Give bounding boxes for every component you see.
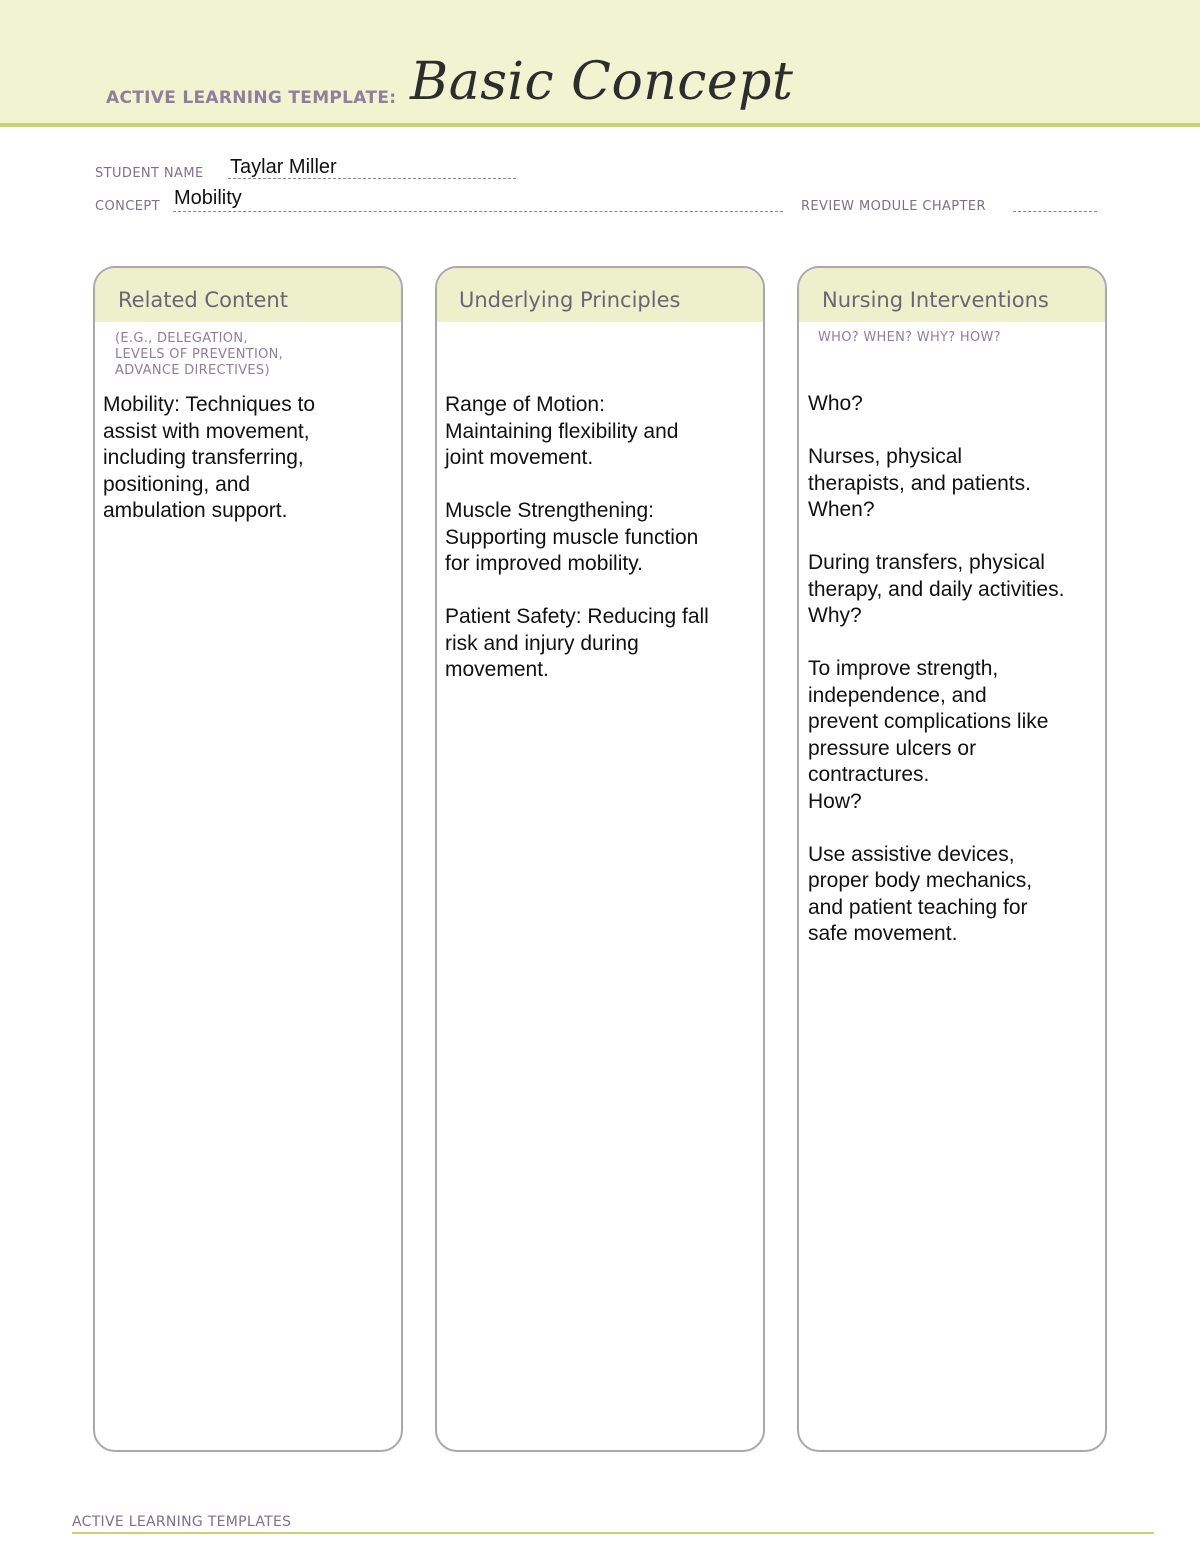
panel-subtitle xyxy=(115,331,283,379)
review-module-label: REVIEW MODULE CHAPTER xyxy=(801,199,986,214)
concept-line xyxy=(173,211,783,212)
student-name-field[interactable]: Taylar Miller xyxy=(230,156,337,178)
related-content-panel xyxy=(93,266,403,1452)
panel-title: Underlying Principles xyxy=(459,288,681,312)
subtitle-line: WHO? WHEN? WHY? HOW? xyxy=(818,330,1001,345)
nursing-interventions-panel xyxy=(797,266,1107,1452)
concept-label: CONCEPT xyxy=(95,199,160,214)
student-name-label: STUDENT NAME xyxy=(95,166,204,181)
subtitle-line: (E.G., DELEGATION, xyxy=(115,331,248,346)
footer-divider xyxy=(72,1532,1154,1534)
related-content-text[interactable]: Mobility: Techniques to assist with movement, including transferring, positioning, and ambulation support. xyxy=(103,393,316,522)
footer-label: ACTIVE LEARNING TEMPLATES xyxy=(72,1514,292,1530)
template-label: ACTIVE LEARNING TEMPLATE: xyxy=(106,88,397,108)
nursing-interventions-text[interactable]: Who? Nurses, physical therapists, and patients. When? During transfers, physical therapy, and daily activities. Why? To improve strength, independence, and prevent complications like pressure ulcers or contractures. How? Use assistive devices, proper body mechanics, and patient teaching for safe movement. xyxy=(808,392,1065,945)
underlying-principles-panel xyxy=(435,266,765,1452)
review-module-line xyxy=(1013,211,1097,212)
concept-field[interactable]: Mobility xyxy=(174,187,242,209)
panel-title: Related Content xyxy=(118,288,288,312)
underlying-principles-text[interactable]: Range of Motion: Maintaining flexibility and joint movement. Muscle Strengthening: Supporting muscle function for improved mobility. Patient Safety: Reducing fall risk and injury during movement. xyxy=(445,393,709,681)
panel-title: Nursing Interventions xyxy=(822,288,1049,312)
subtitle-line: ADVANCE DIRECTIVES) xyxy=(115,363,270,378)
subtitle-line: LEVELS OF PREVENTION, xyxy=(115,347,284,362)
template-title: Basic Concept xyxy=(410,52,794,112)
panel-subtitle xyxy=(818,330,1001,346)
header-divider xyxy=(0,123,1200,127)
